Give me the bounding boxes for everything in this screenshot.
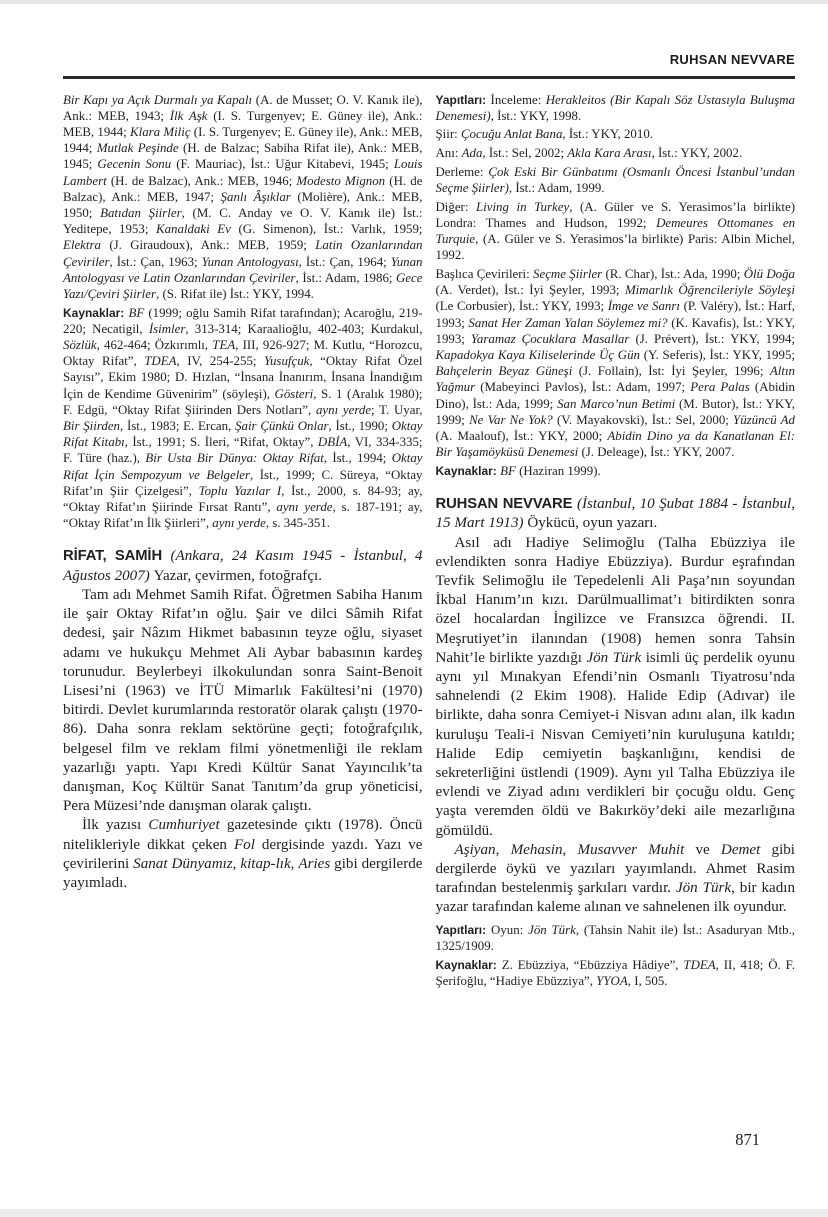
- works-ani: [436, 145, 796, 161]
- text-segment: Yüzüncü Ad: [733, 412, 796, 427]
- text-segment: TEA: [212, 338, 236, 353]
- text-segment: DBİA: [317, 435, 348, 450]
- text-segment: (J. Prévert), İst.: YKY, 1994;: [635, 331, 795, 346]
- text-segment: (J. Deleage), İst.: YKY, 2007.: [581, 445, 735, 460]
- text-segment: , İst.: YKY, 2002.: [651, 146, 743, 161]
- text-segment: aynı yerde: [276, 500, 333, 515]
- text-segment: Jön Türk: [675, 880, 732, 897]
- sources-rifat-oktay: [63, 305, 423, 532]
- text-segment: (Abidin Dino), İst.: Ada, 1999;: [435, 380, 795, 411]
- works-diger: [436, 199, 796, 264]
- text-segment: Modesto Mignon: [296, 173, 390, 188]
- text-segment: , İst., 1983; E. Ercan,: [120, 419, 236, 434]
- text-segment: dergisinde yazdı. Yazı ve çevirilerini: [63, 836, 423, 872]
- text-segment: Öykücü, oyun yazarı.: [527, 515, 658, 532]
- works-cevirileri: [436, 266, 796, 460]
- text-segment: , İst., 1994;: [323, 451, 392, 466]
- text-segment: Başlıca Çevirileri:: [435, 267, 534, 282]
- text-segment: Kanaldaki Ev: [155, 222, 239, 237]
- text-segment: isimli üç perdelik oyunu aynı yıl Mınakyan Efendi’nin Osmanlı Tiyatrosu’nda sahnelendi (2 Ekim 1908). Halide Edip (Adıvar) ile birlikte, daha sonra Cemiyet-i Nisvan adını alan, ilk kadın kuruluşu Teali-i Nisvan Cemiyeti’nin kuruluşuna katıldı; Halide Edip cemiyetin başkanlığını, kendisi de sekreterliğini üstlendi (1909). Aynı yıl Talha Ebüzziya ile evlendi ve Ziyad adını verdikleri bir çocuğu oldu. Genç yaşta veremden öldü ve Bakırköy’deki aile mezarlığına gömüldü.: [435, 649, 795, 839]
- text-segment: , I, 505.: [627, 973, 668, 988]
- text-segment: Demeures Ottomanes en Turquie: [435, 215, 796, 247]
- text-segment: Klara Miliç: [130, 124, 194, 139]
- text-segment: (Ankara, 24 Kasım 1945 - İstanbul, 4 Ağustos 2007): [63, 548, 423, 584]
- text-segment: Sözlük: [63, 338, 97, 353]
- text-segment: , İst.: Sel, 2002;: [482, 146, 568, 161]
- sources-rifat-samih: [436, 463, 796, 479]
- text-segment: Sanat Her Zaman Yalan Söylemez mi?: [468, 315, 672, 330]
- text-segment: , bir kadın yazar tarafından kaleme alınan ve sahnelenen ilk oyundur.: [435, 880, 795, 916]
- text-segment: (G. Simenon), İst.: Varlık, 1959;: [238, 222, 423, 237]
- text-segment: Kapadokya Kaya Kiliselerinde Üç Gün: [435, 348, 644, 363]
- text-segment: (V. Mayakovski), İst.: Sel, 2000;: [556, 412, 734, 427]
- text-segment: , (M. C. Anday ve O. V. Kanık ile) İst.: Yeditepe, 1953;: [63, 205, 423, 237]
- text-segment: Yusufçuk: [264, 354, 310, 369]
- text-segment: Bahçelerin Beyaz Güneşi: [435, 364, 579, 379]
- text-segment: Z. Ebüzziya, “Ebüzziya Hâdiye”,: [501, 957, 684, 972]
- text-segment: , İst.: Adam, 1986;: [295, 270, 397, 285]
- text-segment: Mimarlık Öğrencileriyle Söyleşi: [624, 283, 795, 298]
- two-column-text: [63, 92, 795, 989]
- text-segment: (J. Follain), İst: İyi Şeyler, 1996;: [578, 364, 770, 379]
- text-segment: , (A. Güler ve S. Yerasimos’la birlikte) Londra: Thames and Hudson, 1992;: [435, 199, 796, 230]
- text-segment: Tam adı Mehmet Samih Rifat. Öğretmen Sabiha Hanım ile şair Oktay Rifat’ın oğlu. Şair ve dilci Sâmih Rifat dedesi, şair Nâzım Hikmet babasının teyze oğlu, siyaset adamı ve hukukçu Mehmet Ali Aybar babasının kardeş torunudur. Beylerbeyi ilkokulundan sonra Saint-Benoit Lisesi’ni (1963) ve İTÜ Mimarlık Fakültesi’ni (1970) bitirdi. Devlet kurumlarında restoratör olarak çalıştı (1970-86). Daha sonra reklam sektörüne geçti; fotoğrafçılık, belgesel film ve reklam filmi yönetmenliği ile reklam yazarlığı yaptı. Yapı Kredi Kültür Sanat Yayıncılık’ta danışman, Koç Kültür Sanat Tanıtım’da grup yöneticisi, Pera Müzesi’nde danışman olarak çalıştı.: [63, 586, 423, 815]
- text-segment: , (A. Güler ve S. Yerasimos’la birlikte) Paris: Albin Michel, 1992.: [435, 232, 795, 263]
- text-segment: Bir Kapı ya Açık Durmalı ya Kapalı: [63, 92, 256, 107]
- text-segment: (R. Char), İst.: Ada, 1990;: [605, 267, 744, 282]
- biography-paragraph: [63, 816, 423, 893]
- text-segment: RİFAT, SAMİH: [63, 548, 171, 565]
- text-segment: (İstanbul, 10 Şubat 1884 - İstanbul, 15 Mart 1913): [435, 496, 795, 532]
- text-segment: Yazar, çevirmen, fotoğrafçı.: [153, 567, 322, 584]
- biography-paragraph: [63, 586, 423, 816]
- text-segment: , İst.: Çan, 1963;: [109, 254, 202, 269]
- sources-ruhsan-nevvare: [436, 957, 796, 989]
- text-segment: Toplu Yazılar I: [198, 483, 282, 498]
- entry-heading-rifat-samih: [63, 547, 423, 585]
- text-segment: (I. S. Turgenyev; E. Güney ile), Ank.: MEB, 1944;: [63, 108, 423, 139]
- text-segment: TDEA: [144, 354, 177, 369]
- text-segment: Anı:: [435, 146, 462, 161]
- text-segment: Jön Türk: [528, 922, 576, 937]
- text-segment: İnceleme:: [490, 92, 546, 107]
- text-segment: Elektra: [63, 238, 110, 253]
- text-segment: , İst.: Çan, 1964;: [298, 254, 391, 269]
- text-segment: Ne Var Ne Yok?: [469, 412, 557, 427]
- text-segment: Yaramaz Çocuklara Masallar: [470, 331, 636, 346]
- text-segment: Çocuğu Anlat Bana: [460, 127, 563, 142]
- text-segment: (A. Maalouf), İst.: YKY, 2000;: [435, 429, 608, 444]
- text-segment: (K. Kavafis), İst.: YKY, 1993;: [435, 315, 795, 346]
- text-segment: gibi dergilerde öykü ve yazıları yayımlandı. Ahmet Rasim tarafından bestelenmiş şarkıları vardır.: [435, 841, 795, 897]
- text-segment: İlk Aşk: [169, 108, 214, 123]
- text-segment: BF: [128, 305, 149, 320]
- text-segment: Pera Palas: [690, 380, 755, 395]
- page-content: [63, 52, 795, 989]
- text-segment: Çok Eski Bir Günbatımı (Osmanlı Öncesi İstanbul’undan Seçme Şiirler): [435, 164, 795, 196]
- text-segment: (H. de Balzac), Ank.: MEB, 1946;: [110, 173, 297, 188]
- text-segment: Batıdan Şiirler: [100, 205, 182, 220]
- text-segment: BF: [500, 463, 520, 478]
- text-segment: , s. 187-191; ay, “Oktay Rifat’ın İlk Şiirleri”,: [63, 500, 423, 531]
- text-segment: , “Oktay Rifat Özel Sayısı”, Ekim 1980; D. Hızlan, “İnsana İnanırım, İnsana İnandığım İçin de Kendime Güvenirim” (söyleşi),: [63, 354, 423, 401]
- text-segment: , (Tahsin Nahit ile) İst.: Asaduryan Mtb., 1325/1909.: [435, 922, 796, 953]
- text-segment: Şair Çünkü Onlar: [235, 419, 329, 434]
- text-segment: aynı yerde: [315, 402, 372, 417]
- text-segment: (Y. Seferis), İst.: YKY, 1995;: [643, 348, 795, 363]
- left-column: [63, 92, 423, 894]
- text-segment: , II, 418; Ö. F. Şerifoğlu, “Hadiye Ebüzziya”,: [435, 957, 796, 988]
- text-segment: , III, 926-927; M. Kutlu, “Horozcu, Oktay Rifat”,: [63, 338, 423, 369]
- text-segment: Ölü Doğa: [743, 267, 795, 282]
- text-segment: , IV, 254-255;: [176, 354, 264, 369]
- text-segment: ; T. Uyar,: [371, 402, 423, 417]
- text-segment: Kaynaklar:: [435, 957, 502, 972]
- page-edge-bottom: [0, 1209, 828, 1217]
- works-ruhsan-nevvare: [436, 922, 796, 954]
- text-segment: Aşiyan: [454, 841, 496, 858]
- text-segment: Yunan Antologyası: [201, 254, 299, 269]
- text-segment: (A. Verdet), İst.: İyi Şeyler, 1993;: [435, 283, 625, 298]
- text-segment: (H. de Balzac), Ank.: MEB, 1947;: [63, 173, 423, 204]
- text-segment: ,: [495, 841, 511, 858]
- text-segment: Bir Şiirden: [63, 419, 120, 434]
- text-segment: Jön Türk: [586, 649, 646, 666]
- text-segment: , İst., 1991; S. İleri, “Rifat, Oktay”,: [124, 435, 318, 450]
- text-segment: (Haziran 1999).: [519, 463, 601, 478]
- text-segment: Yapıtları:: [435, 92, 491, 107]
- text-segment: Seçme Şiirler: [533, 267, 606, 282]
- text-segment: Oyun:: [491, 922, 529, 937]
- header-rule: [63, 76, 795, 79]
- text-segment: Latin Ozanlarından Çeviriler: [63, 238, 423, 269]
- text-segment: Louis Lambert: [63, 157, 423, 188]
- text-segment: , s. 345-351.: [265, 516, 330, 531]
- text-segment: (P. Valéry), İst.: Harf, 1993;: [435, 299, 795, 330]
- text-segment: Diğer:: [435, 199, 476, 214]
- text-segment: Gece Yazı/Çeviri Şiirler: [63, 270, 423, 301]
- text-segment: Asıl adı Hadiye Selimoğlu (Talha Ebüzziya ile evlendikten sonra Hadiye Ebüzziya). Burdur eşrafından Tevfik Selimoğlu ile Tepedelenli Ali Paşa’nın soyundan İkbal Hanım’ın kızı. Darülmuallimat’ı bitirdikten sonra özel hocalardan İngilizce ve Fransızca öğrendi. II. Meşrutiyet’in ilanından (1908) hemen sonra Tahsin Nahit’le birlikte yazdığı: [435, 534, 795, 666]
- text-segment: Bir Usta Bir Dünya: Oktay Rifat: [145, 451, 324, 466]
- text-segment: Abidin Dino ya da Kanatlanan El: Bir Yaşamöyküsü Denemesi: [435, 429, 795, 460]
- biography-paragraph: [436, 841, 796, 918]
- works-derleme: [436, 164, 796, 196]
- text-segment: Oktay Rifat Kitabı: [63, 419, 423, 450]
- text-segment: (1999; oğlu Samih Rifat tarafından); Acaroğlu, 219-220; Necatigil,: [63, 305, 423, 336]
- text-segment: , İst.: YKY, 1998.: [490, 108, 582, 123]
- text-segment: (Le Corbusier), İst.: YKY, 1993;: [435, 299, 608, 314]
- text-segment: Yapıtları:: [435, 922, 492, 937]
- text-segment: Akla Kara Arası: [567, 146, 652, 161]
- works-inceleme: [436, 92, 796, 124]
- text-segment: Yunan Antologyası ve Latin Ozanlarından Çeviriler: [63, 254, 423, 285]
- text-segment: (F. Mauriac), İst.: Uğur Kitabevi, 1945;: [176, 157, 394, 172]
- text-segment: Ada: [461, 146, 483, 161]
- text-segment: (M. Butor), İst.: YKY, 1999;: [435, 396, 795, 427]
- works-siir: [436, 126, 796, 142]
- text-segment: (I. S. Turgenyev; E. Güney ile), Ank.: MEB, 1944;: [63, 124, 423, 156]
- text-segment: Herakleitos (Bir Kapalı Söz Ustasıyla Buluşma Denemesi): [435, 92, 795, 123]
- text-segment: YYOA: [596, 973, 628, 988]
- text-segment: İmge ve Sanrı: [607, 299, 684, 314]
- text-segment: , İst.: YKY, 2010.: [562, 127, 653, 142]
- text-segment: , 462-464; Özkırımlı,: [96, 338, 213, 353]
- text-segment: Sanat Dünyamız: [133, 855, 233, 872]
- text-segment: Kaynaklar:: [63, 305, 129, 320]
- text-segment: , İst., 2000, s. 84-93; ay, “Oktay Rifat’ın Şiirinde Fırsat Rantı”,: [63, 483, 423, 515]
- page-number: 871: [735, 1130, 760, 1149]
- text-segment: ,: [290, 855, 299, 872]
- text-segment: İsimler: [148, 321, 186, 336]
- text-segment: Derleme:: [435, 164, 489, 179]
- text-segment: San Marco’nun Betimi: [557, 396, 680, 411]
- bibliography-continuation: [63, 92, 423, 303]
- text-segment: , İst., 1999; C. Süreya, “Oktay Rifat’ın Şiir Çizelgesi”,: [63, 467, 423, 498]
- text-segment: Demet: [720, 841, 772, 858]
- text-segment: Gösteri: [274, 386, 314, 401]
- text-segment: Oktay Rifat İçin Sempozyum ve Belgeler: [63, 451, 423, 482]
- text-segment: (Mabeyinci Pavlos), İst.: Adam, 1997;: [480, 380, 691, 395]
- text-segment: Mutlak Peşinde: [96, 141, 184, 156]
- text-segment: Şanlı Âşıklar: [220, 189, 298, 204]
- text-segment: (H. de Balzac; Sabiha Rifat ile), Ank.: MEB, 1945;: [63, 141, 423, 172]
- text-segment: gazetesinde çıktı (1978). Öncü nitelikleriyle dikkat çeken: [63, 817, 423, 853]
- right-column: [436, 92, 796, 989]
- text-segment: , İst., 1990;: [328, 419, 392, 434]
- text-segment: , 313-314; Karaalioğlu, 402-403; Kurdakul,: [185, 321, 423, 336]
- text-segment: İlk yazısı: [82, 817, 149, 834]
- text-segment: aynı yerde: [212, 516, 266, 531]
- text-segment: Mehasin: [510, 841, 563, 858]
- text-segment: Cumhuriyet: [148, 817, 227, 834]
- text-segment: ,: [562, 841, 578, 858]
- text-segment: Musavver Muhit: [577, 841, 696, 858]
- text-segment: ,: [232, 855, 241, 872]
- page-edge-top: [0, 0, 828, 4]
- text-segment: , İst.: Adam, 1999.: [508, 181, 605, 196]
- text-segment: (J. Giraudoux), Ank.: MEB, 1959;: [109, 238, 316, 253]
- text-segment: RUHSAN NEVVARE: [435, 496, 577, 513]
- text-segment: , S. 1 (Aralık 1980); F. Edgü, “Oktay Rifat Şiirinden Ders Notları”,: [63, 386, 423, 417]
- text-segment: Altın Yağmur: [435, 364, 795, 395]
- text-segment: Gecenin Sonu: [97, 157, 177, 172]
- entry-heading-ruhsan-nevvare: [436, 495, 796, 533]
- text-segment: (A. de Musset; O. V. Kanık ile), Ank.: MEB, 1943;: [63, 92, 423, 123]
- text-segment: Fol: [233, 836, 262, 853]
- text-segment: TDEA: [683, 957, 716, 972]
- text-segment: , (S. Rifat ile) İst.: YKY, 1994.: [156, 286, 314, 301]
- text-segment: Şiir:: [435, 127, 461, 142]
- text-segment: kitap-lık: [240, 855, 291, 872]
- text-segment: Living in Turkey: [476, 199, 570, 214]
- text-segment: (Molière), Ank.: MEB, 1950;: [63, 189, 423, 220]
- text-segment: gibi dergilerde yayımladı.: [63, 855, 423, 891]
- biography-paragraph: [436, 534, 796, 841]
- text-segment: Aries: [298, 855, 335, 872]
- running-head: RUHSAN NEVVARE: [669, 52, 795, 67]
- text-segment: , VI, 334-335; F. Türe (haz.),: [63, 435, 423, 466]
- text-segment: Kaynaklar:: [435, 463, 501, 478]
- text-segment: ve: [695, 841, 721, 858]
